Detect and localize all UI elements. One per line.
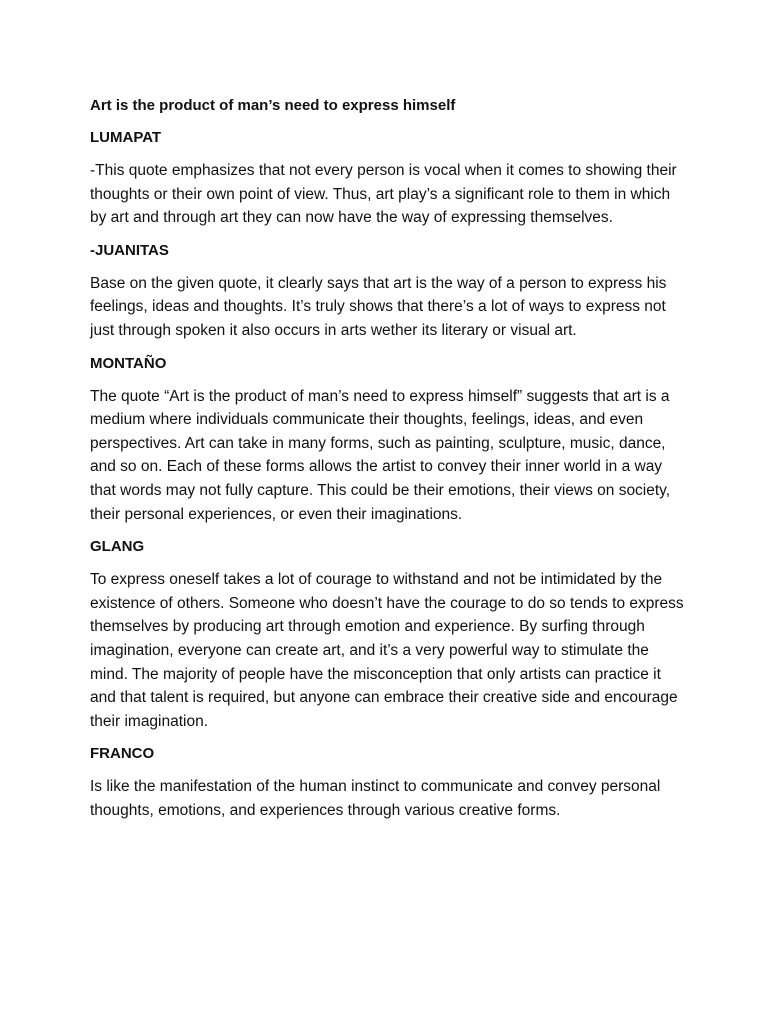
document-title: Art is the product of man’s need to express himself [90,97,456,114]
section-heading-montano: MONTAÑO [90,354,167,372]
section-heading-glang: GLANG [90,538,145,556]
section-heading-lumapat: LUMAPAT [90,129,162,146]
section-heading-franco: FRANCO [90,745,155,763]
document-body [90,95,690,832]
section-paragraph-glang: To express oneself takes a lot of courage to withstand and not be intimidated by the existence of others. Someone who doesn’t have the courage to do so tends to express themselves by producing art through emotion and experience. By surfing through imagination, everyone can create art, and it’s a very powerful way to stimulate the mind. The majority of people have the misconception that only artists can practice it and that talent is required, but anyone can embrace their creative side and encourage their imagination. [90,571,684,730]
section-paragraph-juanitas: Base on the given quote, it clearly says that art is the way of a person to express his feelings, ideas and thoughts. It’s truly shows that there’s a lot of ways to express not just through spoken it also occurs in arts wether its literary or visual art. [90,274,667,339]
section-paragraph-franco: Is like the manifestation of the human instinct to communicate and convey personal thoughts, emotions, and experiences through various creative forms. [90,778,661,819]
section-heading-juanitas: -JUANITAS [90,241,169,259]
section-paragraph-lumapat: -This quote emphasizes that not every person is vocal when it comes to showing their thoughts or their own point of view. Thus, art play’s a significant role to them in which by art and through art they can now have the way of expressing themselves. [90,162,677,227]
section-paragraph-montano: The quote “Art is the product of man’s need to express himself” suggests that art is a medium where individuals communicate their thoughts, feelings, ideas, and even perspectives. Art can take in many forms, such as painting, sculpture, music, dance, and so on. Each of these forms allows the artist to convey their inner world in a way that words may not fully capture. This could be their emotions, their views on society, their personal experiences, or even their imaginations. [90,387,671,523]
